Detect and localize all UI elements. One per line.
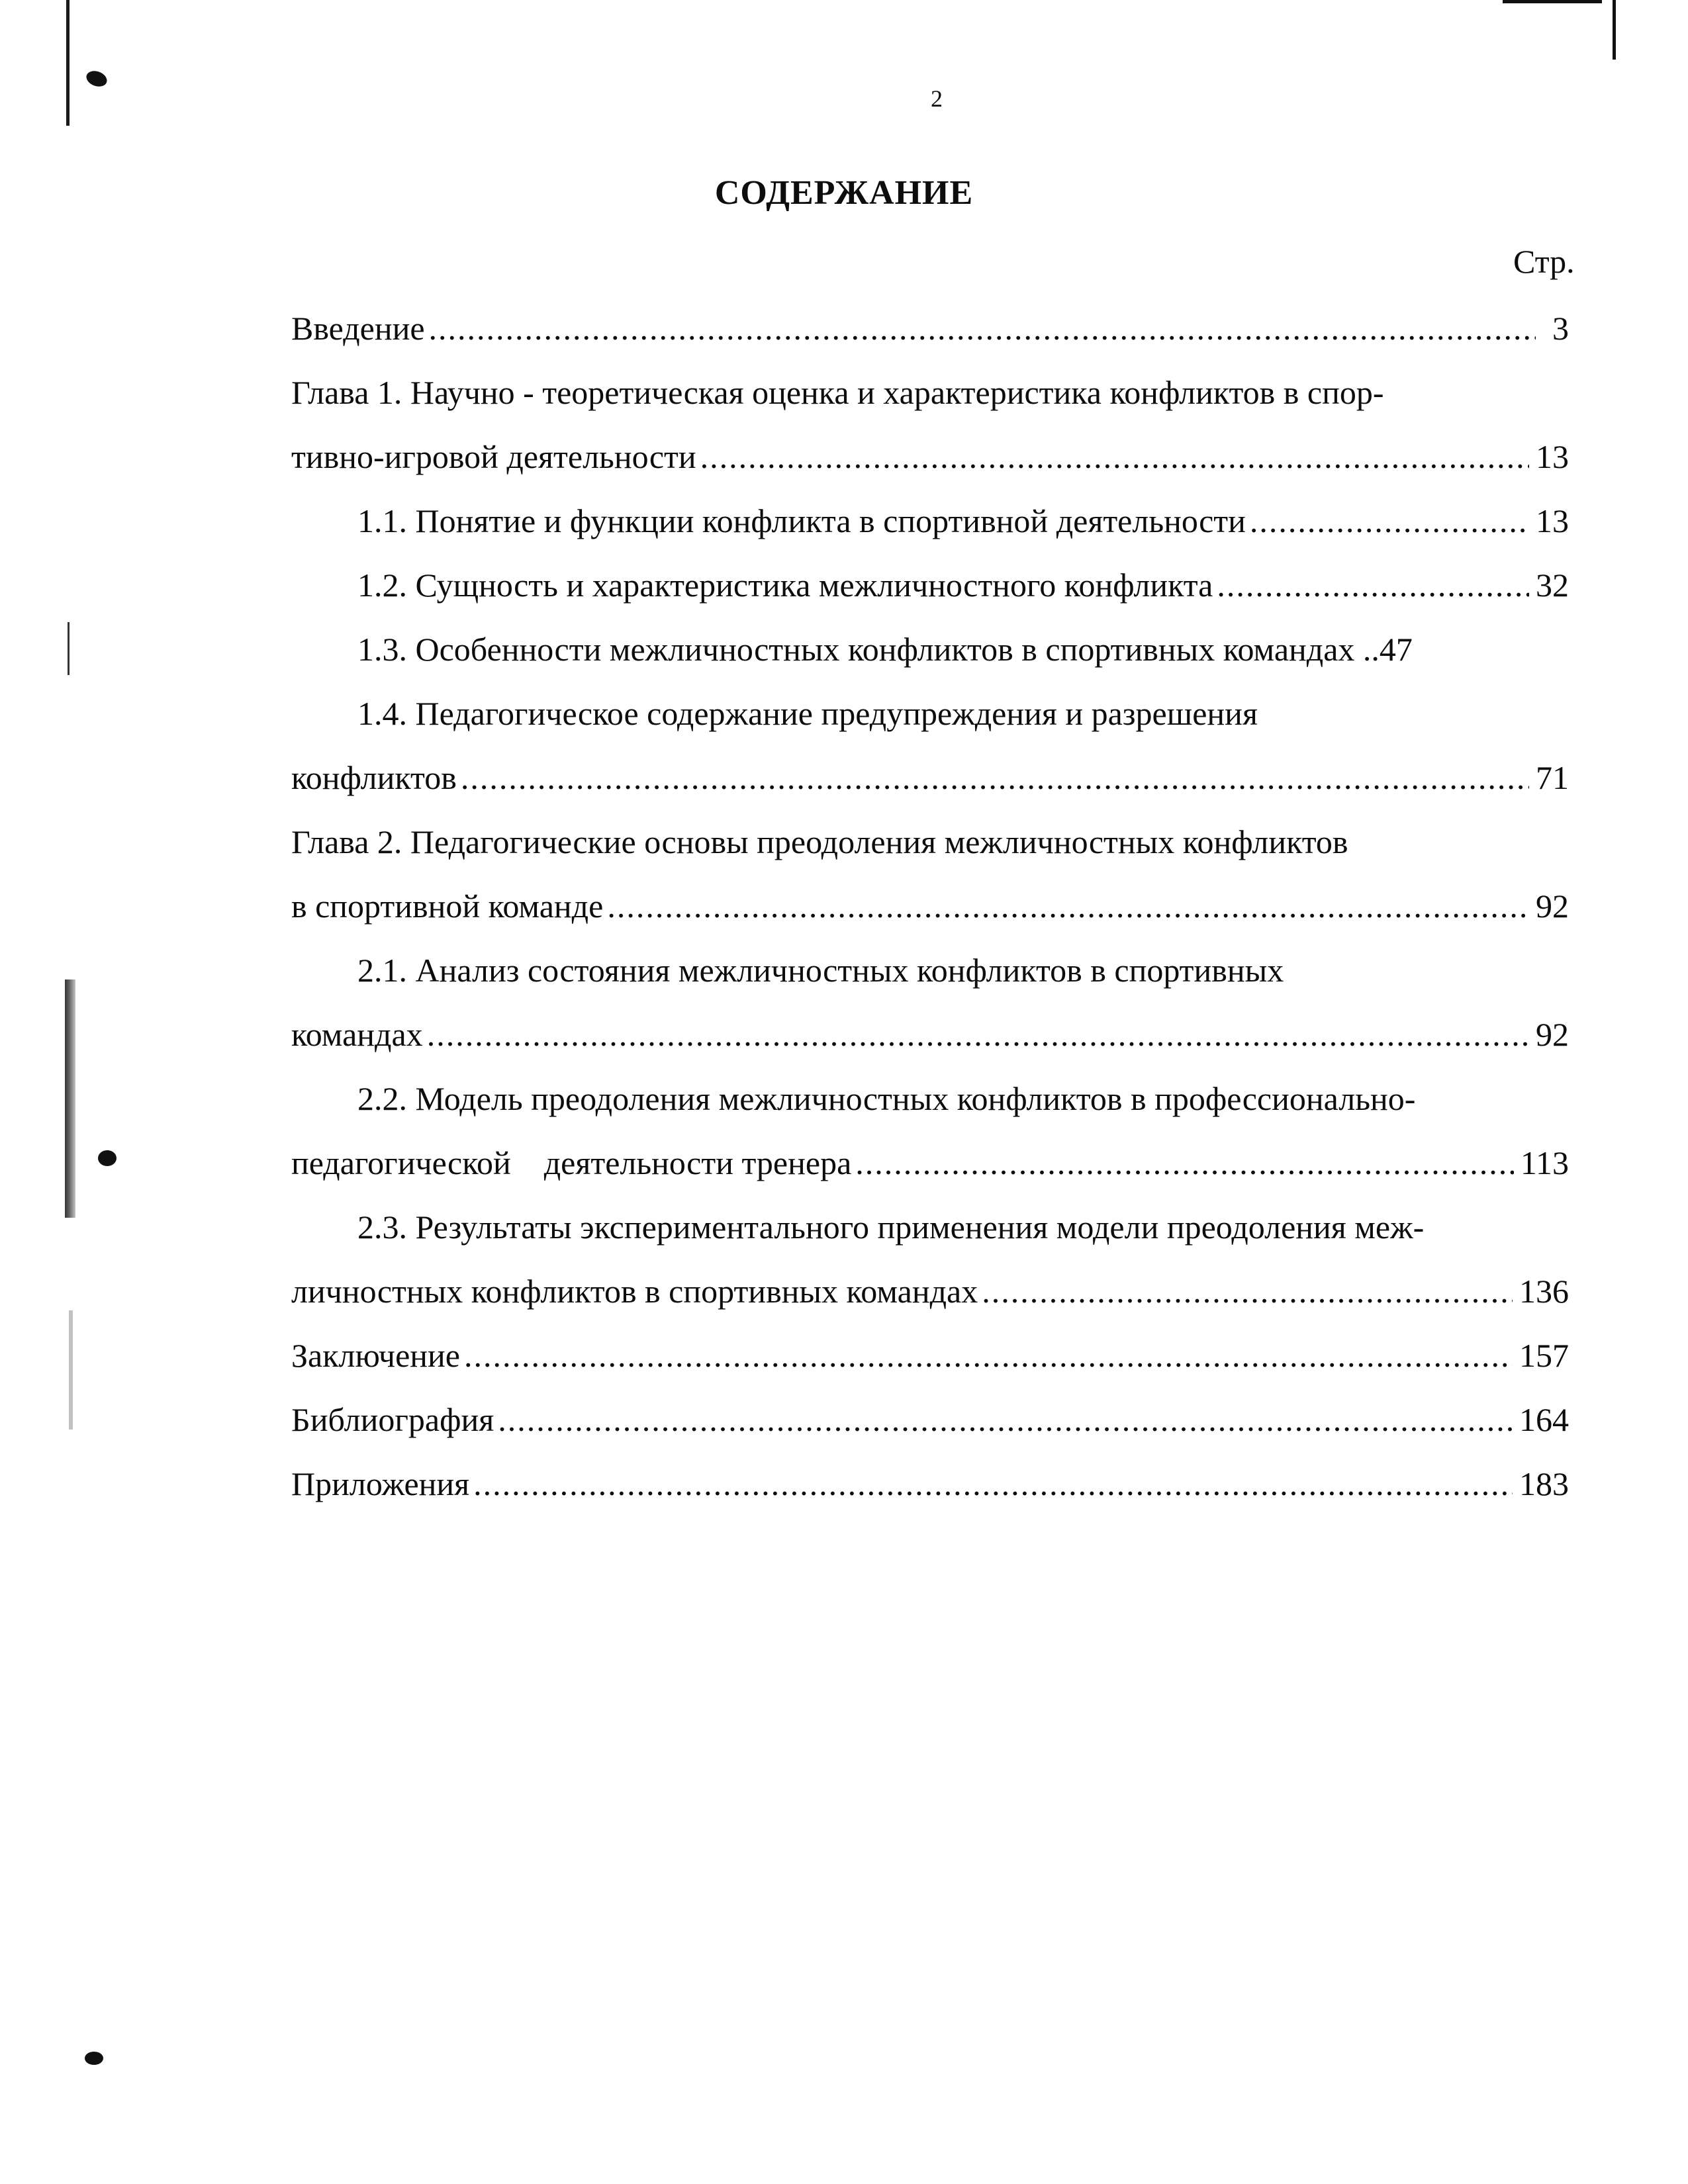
toc-entry [291,1324,1569,1388]
scan-edge-mark [69,1310,73,1430]
toc-entry [291,746,1569,810]
table-of-contents [291,296,1569,1516]
toc-entry-page: 47 [1379,631,1413,668]
leader-dots [855,1131,1514,1195]
toc-entry [291,938,1569,1003]
toc-entry-text: Глава 2. Педагогические основы преодоления межличностных конфликтов [291,823,1348,860]
toc-entry [291,489,1569,553]
toc-entry [291,1388,1569,1452]
toc-entry-page: 92 [1536,1016,1569,1053]
toc-entry [291,1067,1569,1131]
toc-entry-page: 32 [1536,567,1569,604]
leader-dots [427,1003,1529,1067]
toc-entry-page: 164 [1519,1401,1569,1438]
toc-entry [291,1131,1569,1195]
leader-dots [700,425,1529,489]
toc-entry [291,874,1569,938]
toc-entry [291,682,1569,746]
scan-edge-mark [68,622,70,675]
toc-entry-text: 2.3. Результаты экспериментального применения модели преодоления меж- [357,1208,1425,1246]
leader-dots [982,1259,1513,1324]
toc-entry-page: 136 [1519,1273,1569,1310]
leader-dots [498,1388,1513,1452]
leader-dots [464,1324,1513,1388]
toc-entry-text: 1.1. Понятие и функции конфликта в спортивной деятельности [357,502,1246,539]
scan-edge-mark [1503,0,1602,3]
toc-entry-page: 113 [1520,1144,1569,1181]
toc-entry-page: 13 [1536,438,1569,475]
toc-entry [291,1452,1569,1516]
toc-entry [291,810,1569,874]
leader-dots [607,874,1529,938]
toc-entry-text: 1.3. Особенности межличностных конфликтов в спортивных командах .. [357,631,1380,668]
toc-entry [291,1003,1569,1067]
leader-dots [1217,553,1529,617]
toc-entry [291,425,1569,489]
leader-dots [473,1452,1513,1516]
toc-entry [291,1195,1569,1259]
toc-entry-text: 1.2. Сущность и характеристика межличностного конфликта [357,567,1213,604]
scan-edge-mark [1613,0,1616,60]
toc-entry-text: 2.1. Анализ состояния межличностных конфликтов в спортивных [357,952,1284,989]
ink-blot [84,68,109,89]
toc-entry [291,1259,1569,1324]
toc-entry [291,361,1569,425]
toc-entry-page: 157 [1519,1337,1569,1374]
toc-entry-page: 183 [1519,1465,1569,1502]
scan-edge-mark [65,979,75,1218]
toc-entry-text: 2.2. Модель преодоления межличностных конфликтов в профессионально- [357,1080,1416,1117]
toc-entry-text: 1.4. Педагогическое содержание предупреждения и разрешения [357,695,1258,732]
toc-entry-text: Введение [291,310,425,347]
leader-dots [429,296,1536,361]
ink-blot [85,2052,103,2065]
toc-entry-text: конфликтов [291,759,457,796]
toc-entry [291,296,1569,361]
toc-entry-page: 92 [1536,887,1569,925]
toc-entry-text: Глава 1. Научно - теоретическая оценка и характеристика конфликтов в спор- [291,374,1384,411]
page-number: 2 [931,85,943,112]
toc-entry-text: педагогической деятельности тренера [291,1144,852,1181]
toc-entry-text: тивно-игровой деятельности [291,438,696,475]
toc-entry-text: Библиография [291,1401,494,1438]
toc-entry-page: 3 [1552,310,1569,347]
scan-edge-mark [66,0,70,126]
toc-entry-text: Приложения [291,1465,470,1502]
toc-entry-text: личностных конфликтов в спортивных командах [291,1273,978,1310]
toc-entry-text: в спортивной команде [291,887,604,925]
toc-entry [291,553,1569,617]
page-title: СОДЕРЖАНИЕ [714,174,974,212]
toc-entry-page: 71 [1536,759,1569,796]
toc-entry [291,617,1569,682]
leader-dots [461,746,1529,810]
page-column-header: Стр. [1513,243,1575,280]
toc-entry-text: командах [291,1016,423,1053]
toc-entry-text: Заключение [291,1337,460,1374]
toc-entry-page: 13 [1536,502,1569,539]
leader-dots [1250,489,1529,553]
ink-blot [98,1150,117,1166]
